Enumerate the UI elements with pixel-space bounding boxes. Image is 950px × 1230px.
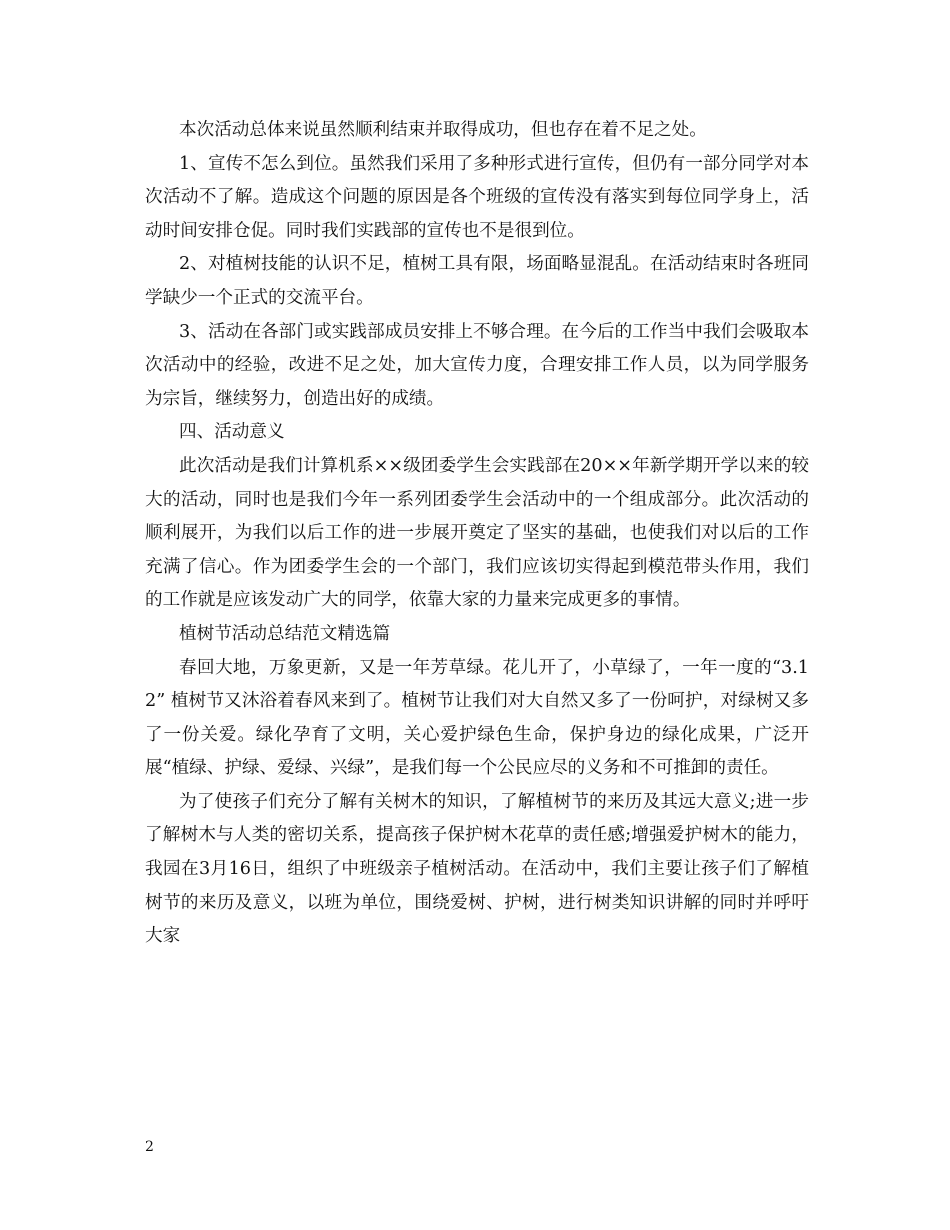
paragraph-activity: 为了使孩子们充分了解有关树木的知识，了解植树节的来历及其远大意义;进一步了解树木与人类的密切关系，提高孩子保护树木花草的责任感;增强爱护树木的能力，我园在3月16日，组织了中班级亲子植树活动。在活动中，我们主要让孩子们了解植树节的来历及意义，以班为单位，围绕爱树、护树，进行树类知识讲解的同时并呼吁大家	[145, 791, 809, 947]
document-body	[145, 114, 809, 954]
section-heading-sample-essay: 植树节活动总结范文精选篇	[179, 623, 391, 644]
paragraph-point-3: 3、活动在各部门或实践部成员安排上不够合理。在今后的工作当中我们会吸取本次活动中的经验，改进不足之处，加大宣传力度，合理安排工作人员，以为同学服务为宗旨，继续努力，创造出好的成绩。	[145, 321, 809, 409]
paragraph-summary: 本次活动总体来说虽然顺利结束并取得成功，但也存在着不足之处。	[179, 120, 707, 140]
paragraph-point-2: 2、对植树技能的认识不足，植树工具有限，场面略显混乱。在活动结束时各班同学缺少一个正式的交流平台。	[145, 254, 809, 308]
paragraph-spring: 春回大地，万象更新，又是一年芳草绿。花儿开了，小草绿了，一年一度的“3.12” 植树节又沐浴着春风来到了。植树节让我们对大自然又多了一份呵护，对绿树又多了一份关爱。绿化孕育了文明，关心爱护绿色生命，保护身边的绿化成果，广泛开展“植绿、护绿、爱绿、兴绿”，是我们每一个公民应尽的义务和不可推卸的责任。	[145, 657, 809, 779]
page-number: 2	[145, 1139, 154, 1155]
section-heading-significance: 四、活动意义	[179, 422, 285, 443]
paragraph-point-1: 1、宣传不怎么到位。虽然我们采用了多种形式进行宣传，但仍有一部分同学对本次活动不了解。造成这个问题的原因是各个班级的宣传没有落实到每位同学身上，活动时间安排仓促。同时我们实践部的宣传也不是很到位。	[145, 153, 809, 241]
paragraph-significance: 此次活动是我们计算机系××级团委学生会实践部在20××年新学期开学以来的较大的活动，同时也是我们今年一系列团委学生会活动中的一个组成部分。此次活动的顺利展开，为我们以后工作的进一步展开奠定了坚实的基础，也使我们对以后的工作充满了信心。作为团委学生会的一个部门，我们应该切实得起到模范带头作用，我们的工作就是应该发动广大的同学，依靠大家的力量来完成更多的事情。	[145, 455, 809, 611]
